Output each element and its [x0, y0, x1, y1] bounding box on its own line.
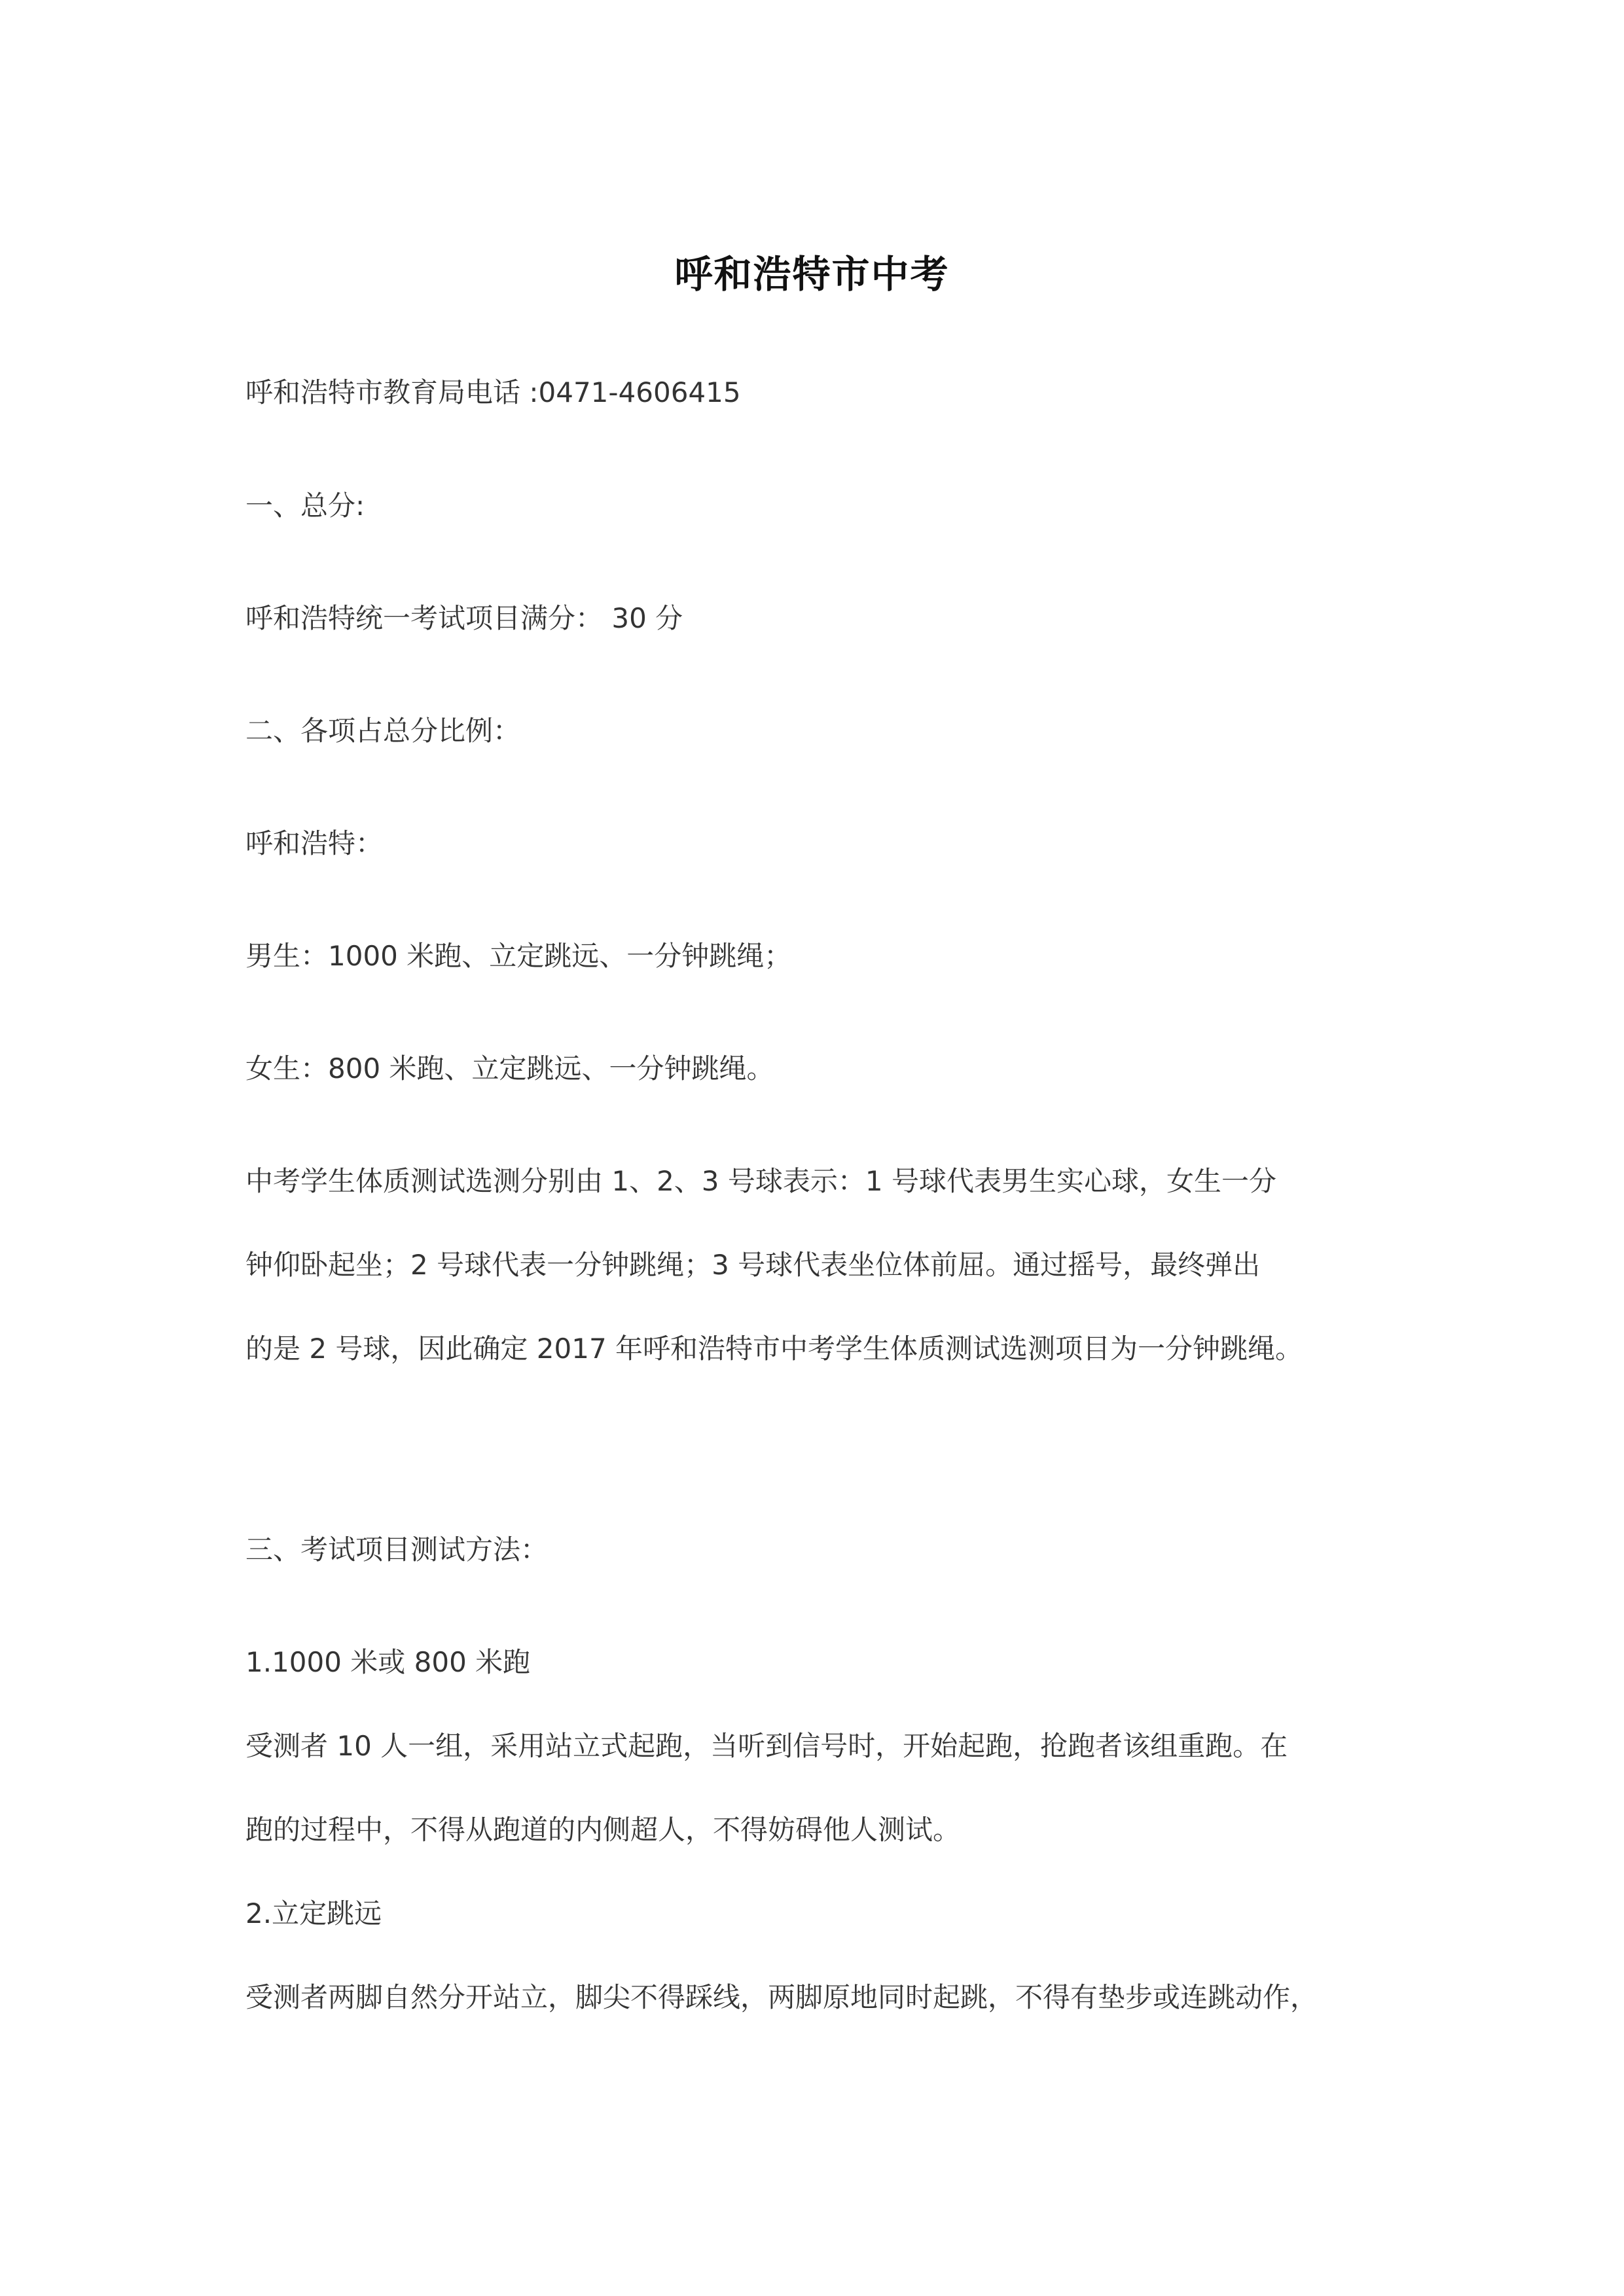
female-items-line: 女生：800 米跑、立定跳远、一分钟跳绳。 [245, 1052, 774, 1085]
phone-line: 呼和浩特市教育局电话 :0471-4606415 [245, 376, 741, 408]
paragraph-line: 跑的过程中，不得从跑道的内侧超人，不得妨碍他人测试。 [245, 1814, 961, 1846]
paragraph-line: 钟仰卧起坐；2 号球代表一分钟跳绳；3 号球代表坐位体前屈。通过摇号，最终弹出 [245, 1249, 1261, 1281]
paragraph-line: 的是 2 号球，因此确定 2017 年呼和浩特市中考学生体质测试选测项目为一分钟跳绳。 [245, 1333, 1303, 1365]
section-proportion-heading: 二、各项占总分比例： [245, 715, 521, 747]
total-score-line: 呼和浩特统一考试项目满分： 30 分 [245, 602, 683, 634]
subsection-long-jump-heading: 2.立定跳远 [245, 1897, 382, 1929]
section-test-method-heading: 三、考试项目测试方法： [245, 1534, 549, 1566]
subsection-running-heading: 1.1000 米或 800 米跑 [245, 1646, 531, 1678]
section-total-score-heading: 一、总分: [245, 490, 365, 522]
paragraph-line: 受测者两脚自然分开站立，脚尖不得踩线，两脚原地同时起跳，不得有垫步或连跳动作， [245, 1981, 1318, 2013]
city-label: 呼和浩特： [245, 827, 384, 859]
male-items-line: 男生：1000 米跑、立定跳远、一分钟跳绳； [245, 940, 792, 972]
document-title: 呼和浩特市中考 [674, 252, 950, 296]
paragraph-line: 中考学生体质测试选测分别由 1、2、3 号球表示：1 号球代表男生实心球，女生一分 [245, 1165, 1276, 1197]
paragraph-line: 受测者 10 人一组，采用站立式起跑，当听到信号时，开始起跑，抢跑者该组重跑。在 [245, 1730, 1288, 1762]
